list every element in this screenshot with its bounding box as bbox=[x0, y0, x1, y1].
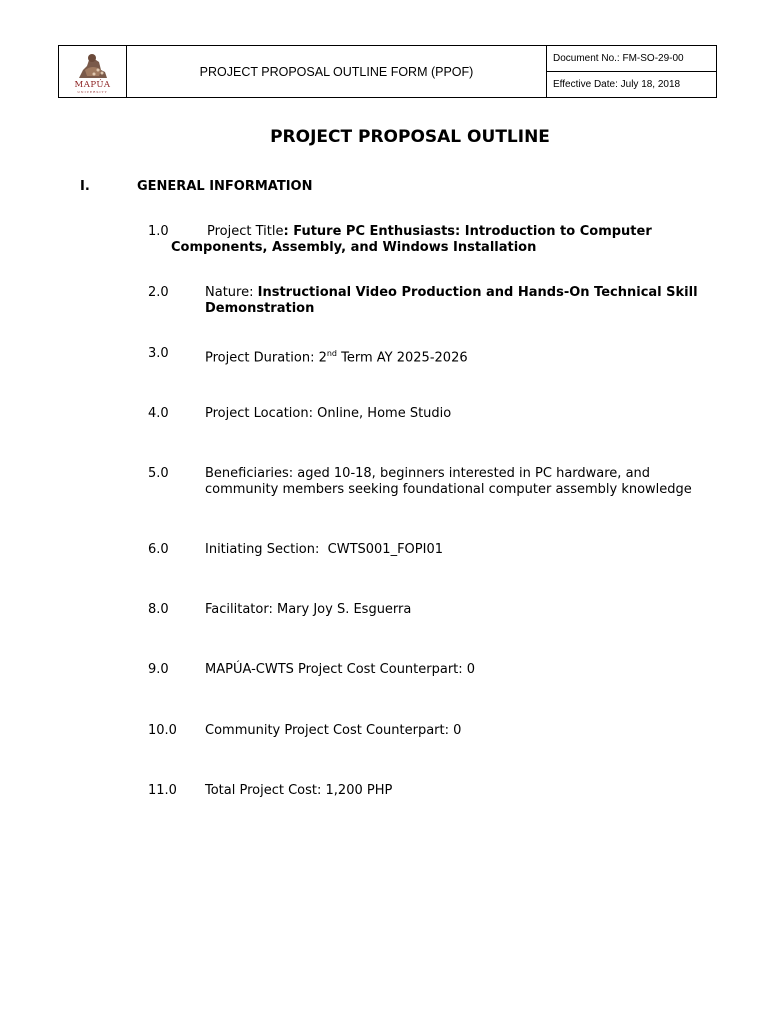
item-text bbox=[205, 346, 725, 366]
item-text: Facilitator: Mary Joy S. Esguerra bbox=[205, 602, 412, 617]
nature-value: Instructional Video Production and Hands-On Technical Skill Demonstration bbox=[205, 285, 698, 316]
page-title: PROJECT PROPOSAL OUTLINE bbox=[270, 127, 550, 147]
document-number: Document No.: FM-SO-29-00 bbox=[553, 53, 684, 64]
item-text: Project Location: Online, Home Studio bbox=[205, 406, 452, 421]
item-text: Community Project Cost Counterpart: 0 bbox=[205, 723, 462, 738]
item-number: 3.0 bbox=[148, 346, 169, 361]
section-number: I. bbox=[80, 179, 90, 194]
item-number: 1.0 bbox=[148, 224, 169, 239]
item-line bbox=[207, 224, 727, 240]
logo-subtext: UNIVERSITY bbox=[77, 89, 108, 94]
item-text: Total Project Cost: 1,200 PHP bbox=[205, 783, 393, 798]
item-text bbox=[205, 285, 725, 317]
item-number: 4.0 bbox=[148, 406, 169, 421]
section-title: GENERAL INFORMATION bbox=[137, 179, 313, 194]
logo-cell bbox=[59, 46, 127, 97]
item-number: 6.0 bbox=[148, 542, 169, 557]
item-text: Beneficiaries: aged 10-18, beginners interested in PC hardware, and community members seeking foundational computer assembly knowledge bbox=[205, 466, 692, 497]
effective-date: Effective Date: July 18, 2018 bbox=[547, 71, 716, 97]
item-label: Nature: bbox=[205, 285, 258, 300]
item-text: Initiating Section: CWTS001_FOPI01 bbox=[205, 542, 443, 557]
form-title: PROJECT PROPOSAL OUTLINE FORM (PPOF) bbox=[127, 46, 547, 97]
item-text: MAPÚA-CWTS Project Cost Counterpart: 0 bbox=[205, 662, 476, 677]
meta-cell bbox=[547, 46, 716, 97]
logo-text: MAPÚA bbox=[74, 79, 111, 90]
item-number: 10.0 bbox=[148, 723, 177, 738]
project-title-value-cont: Components, Assembly, and Windows Installation bbox=[171, 240, 537, 255]
item-number: 9.0 bbox=[148, 662, 169, 677]
item-number: 2.0 bbox=[148, 285, 169, 300]
duration-value: Term AY 2025-2026 bbox=[337, 350, 468, 366]
item-label: Project Duration: 2 bbox=[205, 350, 327, 366]
item-number: 11.0 bbox=[148, 783, 177, 798]
item-label: Project Title bbox=[207, 224, 284, 239]
ordinal-suffix: nd bbox=[326, 349, 338, 358]
project-title-value: : Future PC Enthusiasts: Introduction to Computer bbox=[283, 224, 652, 239]
header-table bbox=[58, 45, 717, 98]
mapua-logo-icon bbox=[73, 50, 113, 80]
item-number: 8.0 bbox=[148, 602, 169, 617]
item-number: 5.0 bbox=[148, 466, 169, 481]
